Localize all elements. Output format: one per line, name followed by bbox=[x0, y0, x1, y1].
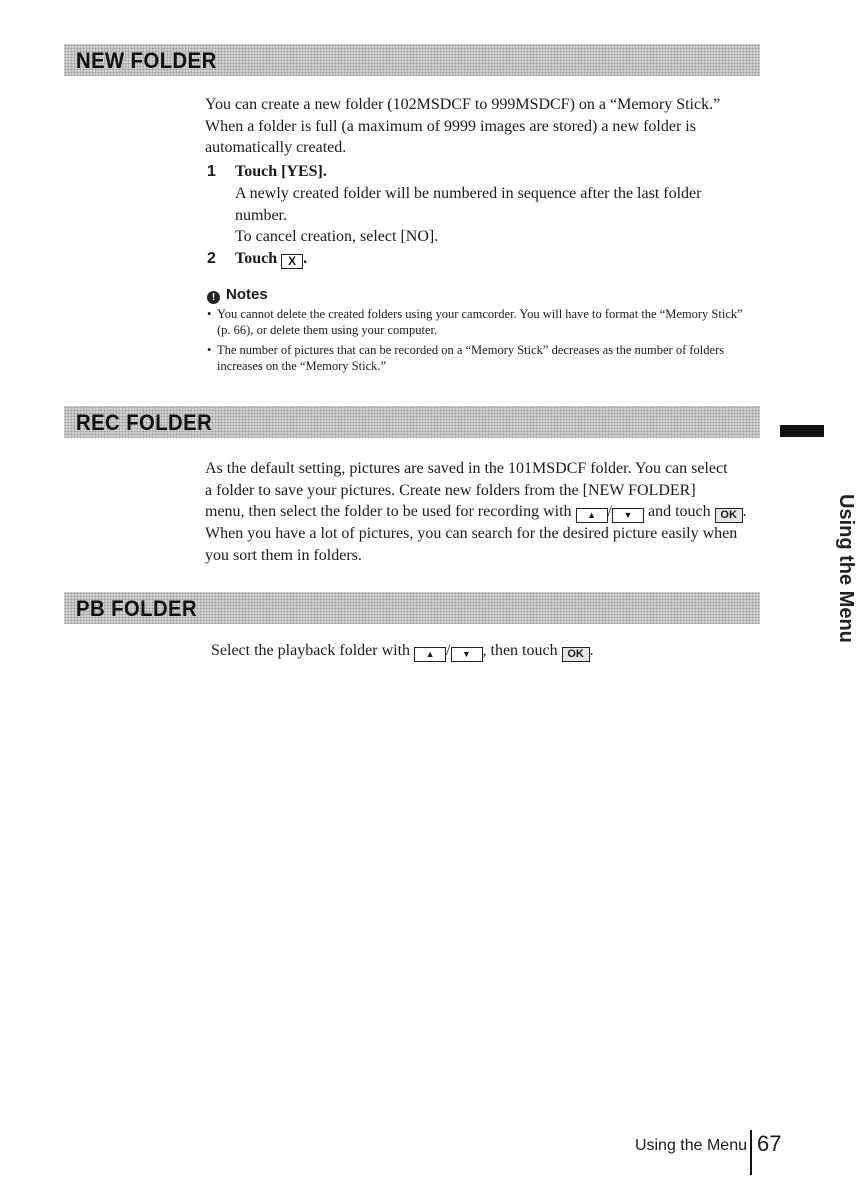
rec-folder-text bbox=[205, 458, 765, 566]
footer-section-label: Using the Menu bbox=[634, 1137, 747, 1154]
slash: / bbox=[446, 642, 451, 659]
up-arrow-button-icon: ▲ bbox=[414, 647, 446, 662]
chapter-tab-marker bbox=[780, 425, 824, 437]
slash: / bbox=[607, 503, 612, 520]
close-button-icon: X bbox=[281, 254, 303, 269]
notes-label: Notes bbox=[226, 286, 268, 303]
down-arrow-button-icon: ▼ bbox=[451, 647, 483, 662]
down-arrow-button-icon: ▼ bbox=[612, 508, 644, 523]
text-fragment: , then touch bbox=[482, 642, 558, 659]
text-line: You can create a new folder (102MSDCF to 999MSDCF) on a “Memory Stick.” bbox=[205, 96, 721, 113]
text-line: you sort them in folders. bbox=[205, 546, 362, 564]
section-title: REC FOLDER bbox=[76, 410, 213, 435]
period: . bbox=[742, 503, 747, 520]
text-fragment: and touch bbox=[648, 503, 711, 520]
section-header-rec-folder bbox=[64, 406, 760, 438]
step-label: Touch [YES]. bbox=[235, 163, 327, 180]
new-folder-intro bbox=[205, 94, 765, 159]
step-suffix: . bbox=[303, 250, 308, 267]
step-number: 2 bbox=[207, 250, 216, 267]
text-fragment: menu, then select the folder to be used for recording with bbox=[205, 503, 572, 520]
note-text: You cannot delete the created folders using your camcorder. You will have to format the “Memory Stick” (p. 66), or delete them using your computer. bbox=[217, 307, 743, 337]
text-line: a folder to save your pictures. Create new folders from the [NEW FOLDER] bbox=[205, 481, 696, 499]
step-2 bbox=[207, 250, 307, 269]
text-line: As the default setting, pictures are saved in the 101MSDCF folder. You can select bbox=[205, 460, 728, 477]
pb-folder-text bbox=[211, 640, 771, 662]
footer-divider bbox=[750, 1130, 752, 1175]
text-fragment: Select the playback folder with bbox=[211, 642, 411, 659]
text-line bbox=[205, 501, 765, 523]
section-header-pb-folder bbox=[64, 592, 760, 624]
text-line: number. bbox=[235, 206, 287, 224]
step-1-details bbox=[235, 183, 755, 248]
step-1 bbox=[207, 163, 327, 181]
note-text: The number of pictures that can be recorded on a “Memory Stick” decreases as the number of folders increases on the “Memory Stick.” bbox=[217, 343, 725, 373]
text-line: automatically created. bbox=[205, 139, 347, 156]
section-header-new-folder bbox=[64, 44, 760, 76]
step-number: 1 bbox=[207, 163, 216, 180]
up-arrow-button-icon: ▲ bbox=[576, 508, 608, 523]
text-line: When you have a lot of pictures, you can search for the desired picture easily when bbox=[205, 525, 738, 542]
text-line: To cancel creation, select [NO]. bbox=[235, 228, 439, 245]
ok-button-icon: OK bbox=[562, 647, 590, 662]
step-label: Touch bbox=[235, 250, 278, 267]
text-line: When a folder is full (a maximum of 9999 images are stored) a new folder is bbox=[205, 117, 696, 135]
bullet-icon: • bbox=[207, 307, 212, 321]
chapter-side-label: Using the Menu bbox=[835, 494, 857, 643]
note-item bbox=[207, 306, 759, 338]
ok-button-icon: OK bbox=[715, 508, 743, 523]
section-title: PB FOLDER bbox=[76, 596, 198, 621]
notes-info-icon: ! bbox=[207, 291, 220, 304]
period: . bbox=[589, 642, 594, 659]
notes-heading bbox=[207, 286, 268, 304]
text-line: A newly created folder will be numbered in sequence after the last folder bbox=[235, 185, 702, 202]
section-title: NEW FOLDER bbox=[76, 48, 217, 73]
bullet-icon: • bbox=[207, 343, 212, 357]
page-number: 67 bbox=[757, 1131, 782, 1156]
note-item bbox=[207, 342, 759, 374]
